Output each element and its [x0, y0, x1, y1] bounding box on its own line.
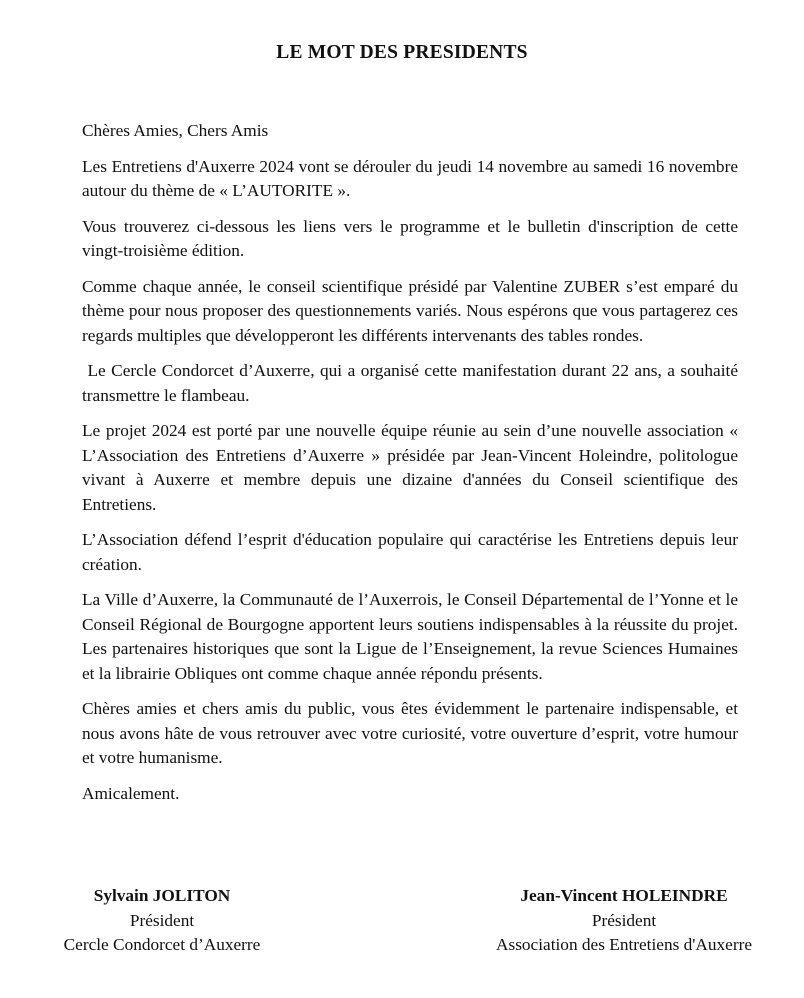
closing: Amicalement.: [82, 783, 180, 803]
paragraph-new-association: Le projet 2024 est porté par une nouvelle équipe réunie au sein d’une nouvelle association « L’Association des Entretiens d’Auxerre » présidée par Jean-Vincent Holeindre, politologue vivant à Auxerre et membre depuis une dizaine d'années du Conseil scientifique des Entretiens.: [82, 421, 738, 514]
letter-body: [82, 119, 743, 817]
signature-left: [30, 884, 294, 958]
paragraph-popular-education: L’Association défend l’esprit d'éducation populaire qui caractérise les Entretiens depuis leur création.: [82, 530, 738, 574]
paragraph-scientific-council: Comme chaque année, le conseil scientifique présidé par Valentine ZUBER s’est emparé du thème pour nous proposer des questionnements variés. Nous espérons que vous partagerez ces regards multiples que développeront les différents intervenants des tables rondes.: [82, 276, 738, 345]
paragraph-cercle-condorcet: Le Cercle Condorcet d’Auxerre, qui a organisé cette manifestation durant 22 ans, a souhaité transmettre le flambeau.: [82, 361, 743, 405]
paragraph-links: Vous trouverez ci-dessous les liens vers le programme et le bulletin d'inscription de cette vingt-troisième édition.: [82, 216, 738, 260]
page-title: LE MOT DES PRESIDENTS: [276, 42, 528, 63]
signature-right: [462, 884, 786, 958]
signatory-organization: Association des Entretiens d'Auxerre: [495, 935, 753, 954]
signatory-name: Sylvain JOLITON: [93, 886, 231, 905]
signatory-role: Président: [591, 910, 657, 930]
signatory-organization: Cercle Condorcet d’Auxerre: [63, 935, 261, 954]
paragraph-public: Chères amies et chers amis du public, vous êtes évidemment le partenaire indispensable, et nous avons hâte de vous retrouver avec votre curiosité, votre ouverture d’esprit, votre humour et votre humanisme.: [82, 699, 738, 767]
signatory-role: Président: [129, 910, 195, 930]
paragraph-dates: Les Entretiens d'Auxerre 2024 vont se dérouler du jeudi 14 novembre au samedi 16 novembre autour du thème de « L’AUTORITE ».: [82, 156, 738, 200]
signatory-name: Jean-Vincent HOLEINDRE: [520, 886, 728, 905]
paragraph-partners: La Ville d’Auxerre, la Communauté de l’Auxerrois, le Conseil Départemental de l’Yonne et le Conseil Régional de Bourgogne apportent leurs soutiens indispensables à la réussite du projet. Les partenaires historiques que sont la Ligue de l’Enseignement, la revue Sciences Humaines et la librairie Obliques ont comme chaque année répondu présents.: [82, 590, 738, 683]
greeting: Chères Amies, Chers Amis: [82, 121, 269, 140]
